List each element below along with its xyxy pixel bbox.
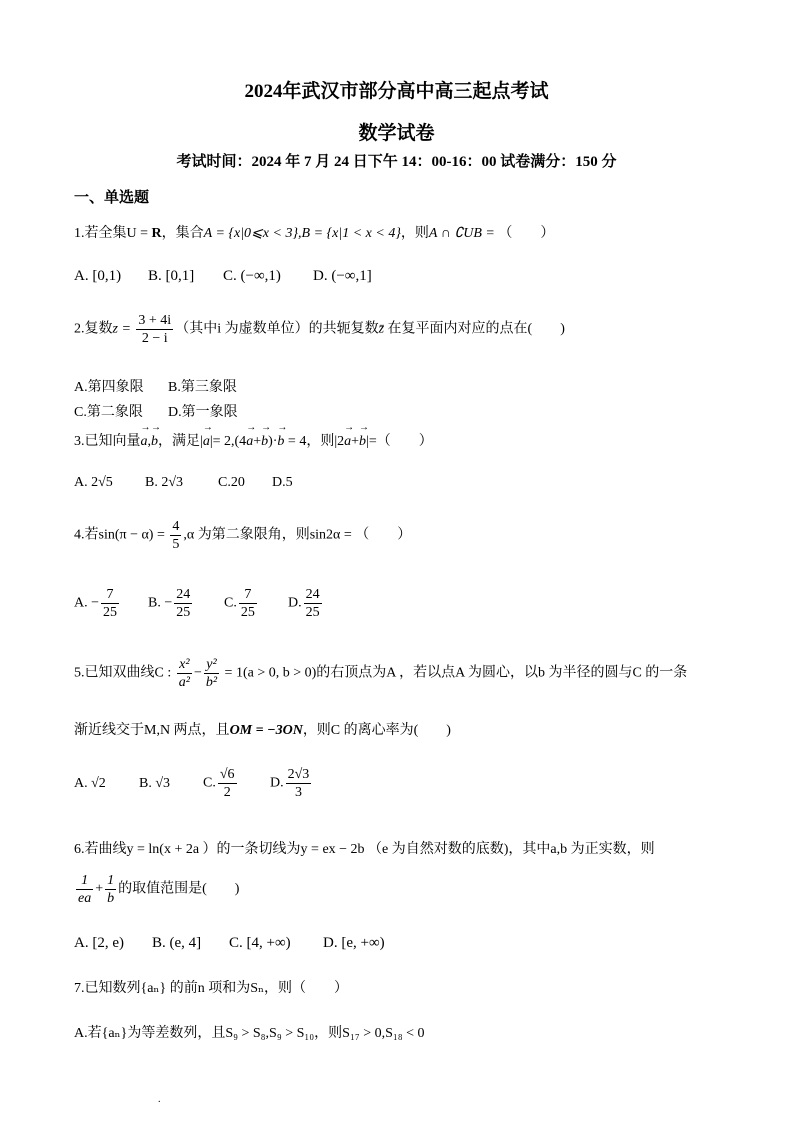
- question-4-stem: [74, 518, 411, 553]
- q4-option-c-den: 25: [240, 605, 255, 620]
- q1-stem-a: 1.若全集U =: [74, 226, 152, 241]
- q2-option-a: A.第四象限: [74, 380, 144, 395]
- q2-stem-c: 在复平面内对应的点在( ): [384, 321, 565, 337]
- q6-f1-den: ea: [78, 891, 92, 906]
- q4-option-d-label: D.: [288, 595, 302, 611]
- q4-option-d-frac: [304, 586, 322, 621]
- q6-f2-den: b: [107, 891, 115, 906]
- q3-option-c: C.20: [218, 475, 245, 490]
- q5-option-c: [203, 766, 239, 801]
- q3-stem-d: =（ ）: [368, 434, 433, 449]
- q5-option-b: B. √3: [139, 776, 171, 791]
- q2-zbar: z̄: [378, 321, 385, 337]
- q3-option-b: B. 2√3: [145, 475, 184, 490]
- q7-option-a: A.若{aₙ}为等差数列，且S₉ > S₈,S₉ > S₁₀，则S₁₇ > 0,S₁₈ < 0: [74, 1026, 425, 1041]
- q4-option-b-num: 24: [176, 587, 191, 602]
- q4-frac-den: 5: [172, 537, 180, 552]
- q4-option-d-den: 25: [305, 605, 320, 620]
- footer-dot: .: [158, 1094, 161, 1105]
- q6-f2-num: 1: [107, 873, 115, 888]
- exam-info: 考试时间：2024 年 7 月 24 日下午 14：00-16：00 试卷满分：150 分: [176, 154, 617, 170]
- q5-option-c-frac: [218, 766, 237, 801]
- q6-plus: +: [95, 881, 104, 897]
- q5-a2: a²: [178, 675, 190, 690]
- q3-stem-c: ，则: [306, 434, 335, 449]
- q5-stem-b: = 1(a > 0, b > 0)的右顶点为A ，若以点A 为圆心，以b 为半径的圆与C 的一条: [221, 665, 688, 681]
- q4-option-c-frac: [239, 586, 257, 621]
- q1-set-r: R: [151, 226, 162, 241]
- q3-vec-b-4: → b: [359, 434, 366, 450]
- q5-option-a: A. √2: [74, 776, 106, 791]
- q5-y2: y²: [204, 656, 219, 674]
- q6-option-d: D. [e, +∞): [323, 935, 385, 951]
- q1-option-a: A. [0,1): [74, 268, 122, 284]
- q5-vector-equation: OM = −3ON: [229, 723, 303, 738]
- q3-cond: = 2,(4: [212, 434, 247, 449]
- section-title: 一、单选题: [74, 190, 150, 206]
- q1-option-c: C. (−∞,1): [223, 268, 281, 284]
- q2-stem-a: 2.复数: [74, 321, 113, 337]
- q2-stem-b: （其中i 为虚数单位）的共轭复数: [175, 321, 379, 337]
- exam-subtitle: 数学试卷: [358, 123, 435, 144]
- q6-stem-b: 的取值范围是( ): [118, 881, 240, 897]
- question-7-stem: 7.已知数列{aₙ} 的前n 项和为Sₙ，则（ ）: [74, 981, 349, 996]
- q6-frac-1: [76, 872, 93, 907]
- q2-fraction: [136, 312, 173, 347]
- q5-option-d-frac: [286, 766, 312, 801]
- q4-stem-b: ,α 为第二象限角，则sin2α = （ ）: [183, 527, 412, 543]
- q4-frac-num: 4: [172, 519, 180, 534]
- q3-stem-b: ，满足: [158, 434, 200, 449]
- q6-frac-2: [105, 872, 116, 907]
- q4-option-a-num: 7: [101, 586, 119, 604]
- question-3-stem: 3.已知向量→ a,→ b，满足|→ a|= 2,(4→ a+→ b)·→ b = 4，则|2→ a+→ b|=（ ）: [74, 430, 433, 450]
- q3-vec-a-4: → a: [344, 434, 351, 450]
- q5-x2: x²: [177, 656, 192, 674]
- q5-option-d-den: 3: [294, 785, 302, 800]
- q3-vec-b-3: → b: [277, 434, 284, 450]
- q5-stem-a: 5.已知双曲线C :: [74, 665, 175, 681]
- q4-option-b-frac: [174, 586, 192, 621]
- q1-stem-c: ，则: [400, 226, 429, 241]
- q2-z: z =: [112, 321, 135, 337]
- question-2-stem: [74, 312, 565, 347]
- q3-vec-a-2: → a: [203, 434, 210, 450]
- q4-option-c: [224, 586, 259, 621]
- q3-vec-b-2: → b: [261, 434, 268, 450]
- q5-line2-end: ，则C 的离心率为( ): [302, 723, 451, 738]
- q2-option-d: D.第一象限: [168, 405, 238, 420]
- q5-option-c-label: C.: [203, 775, 216, 791]
- q2-option-c: C.第二象限: [74, 405, 143, 420]
- q5-option-c-num: √6: [219, 767, 235, 782]
- q1-option-b: B. [0,1]: [148, 268, 195, 284]
- q4-option-b-den: 25: [176, 605, 191, 620]
- q3-vec-a-3: → a: [246, 434, 253, 450]
- question-6-line-2: [74, 872, 239, 907]
- q5-line2: 渐近线交于M,N 两点，且: [74, 723, 230, 738]
- q4-option-a-label: A. −: [74, 595, 100, 611]
- exam-title: 2024年武汉市部分高中高三起点考试: [244, 81, 549, 102]
- q5-option-c-den: 2: [223, 785, 231, 800]
- q3-stem-a: 3.已知向量: [74, 434, 141, 449]
- q3-vec-a: → a: [141, 434, 148, 450]
- question-5-line-2: [74, 719, 451, 739]
- q6-f1-num: 1: [76, 872, 93, 890]
- q5-b2: b²: [205, 675, 218, 690]
- q4-fraction: [170, 518, 181, 553]
- q1-expr: A ∩ ∁UB =: [428, 226, 499, 241]
- q4-option-c-label: C.: [224, 595, 237, 611]
- q4-option-d: [288, 586, 324, 621]
- q4-option-b-label: B. −: [148, 595, 173, 611]
- q1-stem-b: ，集合: [161, 226, 204, 241]
- q6-option-a: A. [2, e): [74, 935, 124, 951]
- q4-stem-a: 4.若sin(π − α) =: [74, 527, 169, 543]
- q2-frac-den: 2 − i: [141, 331, 168, 346]
- q4-option-a: [74, 586, 121, 621]
- q5-option-d-label: D.: [270, 775, 284, 791]
- q4-option-d-num: 24: [305, 587, 320, 602]
- q5-option-d-num: 2√3: [287, 767, 310, 782]
- q5-frac-x: [177, 656, 192, 691]
- question-6-stem: 6.若曲线y = ln(x + 2a ）的一条切线为y = ex − 2b （e 为自然对数的底数)，其中a,b 为正实数，则: [74, 842, 655, 857]
- q4-option-b: [148, 586, 194, 621]
- q1-paren: （ ）: [498, 226, 555, 241]
- q5-frac-y: [204, 656, 219, 691]
- q4-option-a-den: 25: [103, 605, 118, 620]
- q2-frac-num: 3 + 4i: [138, 313, 172, 328]
- question-1-stem: [74, 222, 554, 242]
- q5-option-d: [270, 766, 313, 801]
- q1-set-b: ,B = {x|1 < x < 4}: [298, 226, 401, 241]
- q3-vec-b: → b: [151, 434, 158, 450]
- q6-option-b: B. (e, 4]: [152, 935, 202, 951]
- q3-option-d: D.5: [272, 475, 293, 490]
- q1-option-d: D. (−∞,1]: [313, 268, 372, 284]
- q3-option-a: A. 2√5: [74, 475, 113, 490]
- q6-option-c: C. [4, +∞): [229, 935, 291, 951]
- q1-set-a: A = {x|0⩽x < 3}: [203, 226, 299, 241]
- q4-option-a-frac: [101, 586, 119, 621]
- q4-option-c-num: 7: [239, 586, 257, 604]
- q2-option-b: B.第三象限: [168, 380, 237, 395]
- question-5-stem: 5.已知双曲线C : $\frac{\text{x²}}{\text{a²}}$ − $\frac{\text{y²}}{\text{b²}}$ = 1(a > 0, b > 0)的右顶点为A ，若以点A 为圆心，以b 为半径的圆与C 的一条: [74, 657, 688, 690]
